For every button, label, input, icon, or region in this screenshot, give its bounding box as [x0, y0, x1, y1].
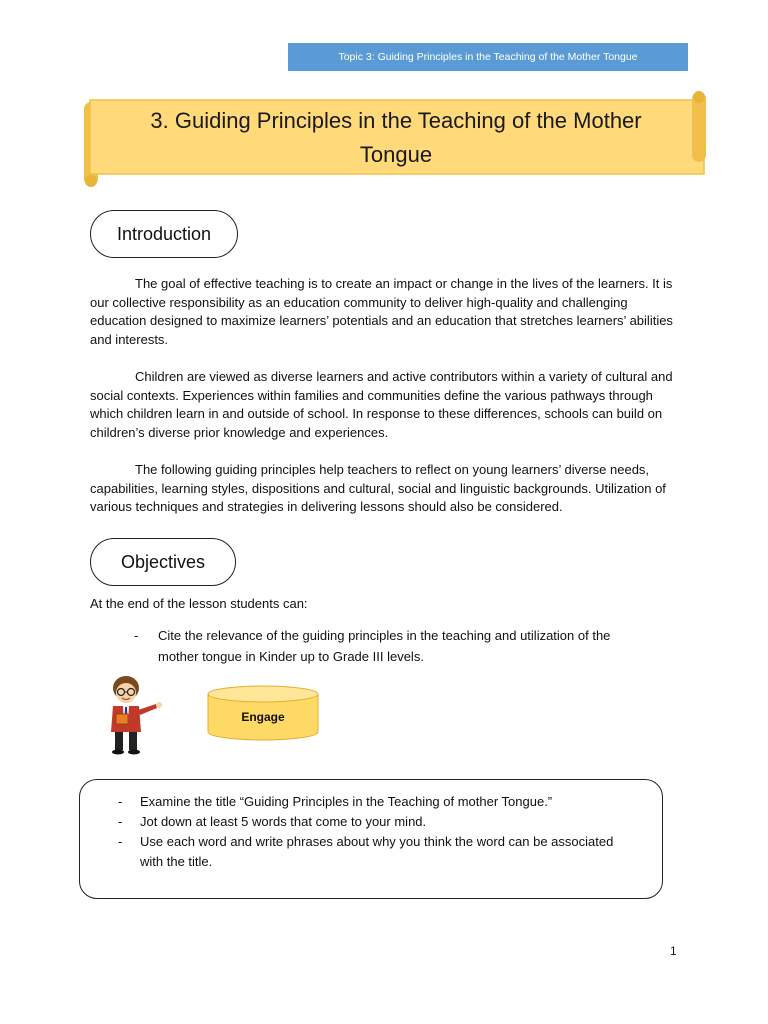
- title-scroll-banner: [80, 88, 712, 190]
- introduction-heading: Introduction: [90, 210, 238, 258]
- intro-paragraph-1: The goal of effective teaching is to create an impact or change in the lives of the learners. It is our collective responsibility as an education community to deliver high-quality and challenging education designed to maximize learners’ potentials and an education that stretches learners’ abilities and interests.: [90, 276, 673, 348]
- list-dash: -: [118, 794, 123, 809]
- topic-header-bar: [288, 43, 688, 71]
- engage-label: Engage: [241, 710, 285, 724]
- list-item: [118, 812, 638, 832]
- intro-paragraph-2: Children are viewed as diverse learners and active contributors within a variety of cultural and social contexts. Experiences within families and communities define the various pathways through which children learn in and outside of school. In response to these differences, schools can build on children’s diverse prior knowledge and experiences.: [90, 369, 673, 441]
- page-title: 3. Guiding Principles in the Teaching of the Mother Tongue: [150, 108, 642, 167]
- activity-text: Use each word and write phrases about why you think the word can be associated with the title.: [140, 834, 614, 869]
- objectives-lead: At the end of the lesson students can:: [90, 596, 308, 611]
- activity-list: [118, 792, 638, 872]
- activity-text: Examine the title “Guiding Principles in the Teaching of mother Tongue.”: [140, 794, 553, 809]
- teacher-illustration: [100, 674, 166, 756]
- activity-text: Jot down at least 5 words that come to your mind.: [140, 814, 427, 829]
- list-dash: -: [118, 834, 123, 849]
- list-item: [118, 792, 638, 812]
- list-dash: -: [134, 628, 139, 643]
- objective-item: [134, 626, 654, 667]
- page-number: 1: [670, 944, 677, 958]
- objectives-heading: Objectives: [90, 538, 236, 586]
- intro-paragraph-3: The following guiding principles help teachers to reflect on young learners’ diverse needs, capabilities, learning styles, dispositions and cultural, social and linguistic backgrounds. Utilization of various techniques and strategies in delivering lessons should also be considered.: [90, 462, 666, 515]
- objective-text: Cite the relevance of the guiding principles in the teaching and utilization of the mother tongue in Kinder up to Grade III levels.: [158, 628, 611, 664]
- list-dash: -: [118, 814, 123, 829]
- activity-box: [79, 779, 663, 899]
- teacher-figure-icon: [100, 674, 166, 756]
- list-item: [118, 832, 638, 872]
- topic-header-text: Topic 3: Guiding Principles in the Teaching of the Mother Tongue: [338, 51, 638, 63]
- engage-cylinder: [206, 684, 320, 742]
